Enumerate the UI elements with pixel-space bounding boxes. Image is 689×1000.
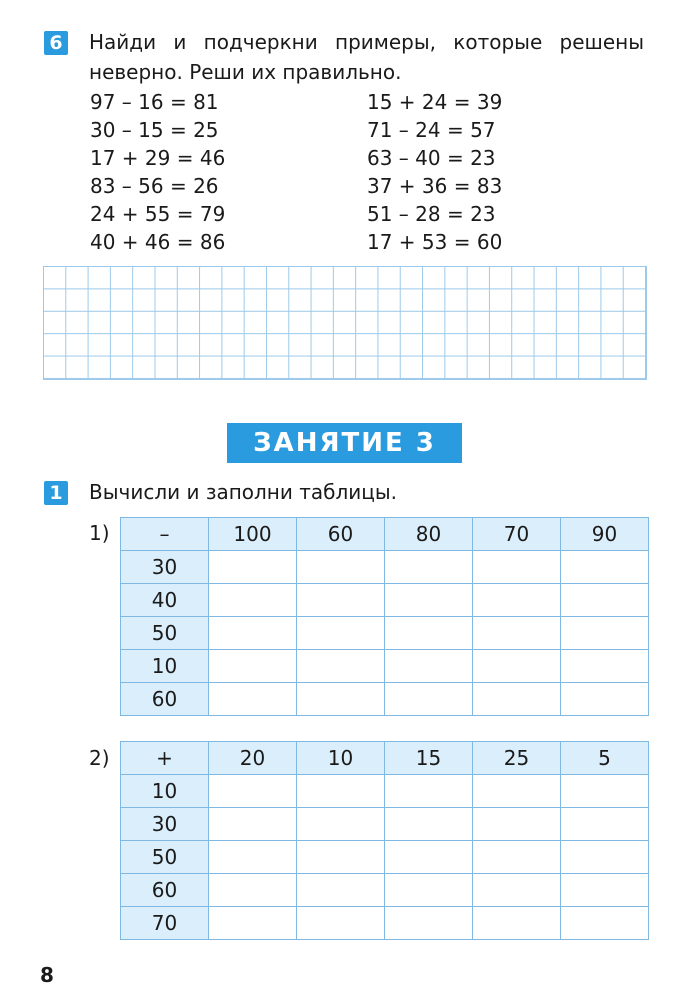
row-header: 50 xyxy=(121,841,209,874)
example-item[interactable]: 97 – 16 = 81 xyxy=(90,90,219,114)
operator-cell: – xyxy=(121,518,209,551)
answer-cell[interactable] xyxy=(209,808,297,841)
row-header: 10 xyxy=(121,775,209,808)
table-row xyxy=(121,584,649,617)
answer-cell[interactable] xyxy=(297,584,385,617)
answer-cell[interactable] xyxy=(473,775,561,808)
answer-cell[interactable] xyxy=(473,874,561,907)
answer-cell[interactable] xyxy=(297,907,385,940)
column-header: 20 xyxy=(209,742,297,775)
answer-cell[interactable] xyxy=(561,584,649,617)
table-row xyxy=(121,650,649,683)
answer-cell[interactable] xyxy=(297,775,385,808)
answer-cell[interactable] xyxy=(297,617,385,650)
answer-cell[interactable] xyxy=(385,683,473,716)
task-number-badge: 1 xyxy=(44,481,68,505)
answer-cell[interactable] xyxy=(385,617,473,650)
example-item[interactable]: 40 + 46 = 86 xyxy=(90,230,226,254)
table-row xyxy=(121,874,649,907)
row-header: 70 xyxy=(121,907,209,940)
table-row xyxy=(121,775,649,808)
example-item[interactable]: 51 – 28 = 23 xyxy=(367,202,496,226)
column-header: 25 xyxy=(473,742,561,775)
operator-cell: + xyxy=(121,742,209,775)
answer-cell[interactable] xyxy=(561,808,649,841)
answer-cell[interactable] xyxy=(209,650,297,683)
row-header: 30 xyxy=(121,808,209,841)
answer-cell[interactable] xyxy=(561,683,649,716)
answer-cell[interactable] xyxy=(209,874,297,907)
answer-cell[interactable] xyxy=(297,841,385,874)
answer-cell[interactable] xyxy=(473,683,561,716)
table-row xyxy=(121,841,649,874)
table-row xyxy=(121,808,649,841)
example-item[interactable]: 30 – 15 = 25 xyxy=(90,118,219,142)
subtraction-table xyxy=(120,517,649,716)
answer-cell[interactable] xyxy=(473,551,561,584)
table-row xyxy=(121,683,649,716)
answer-cell[interactable] xyxy=(473,617,561,650)
answer-cell[interactable] xyxy=(209,584,297,617)
example-item[interactable]: 17 + 53 = 60 xyxy=(367,230,503,254)
answer-grid[interactable] xyxy=(43,266,647,380)
answer-cell[interactable] xyxy=(385,841,473,874)
addition-table xyxy=(120,741,649,940)
answer-cell[interactable] xyxy=(209,551,297,584)
answer-cell[interactable] xyxy=(297,874,385,907)
answer-cell[interactable] xyxy=(209,841,297,874)
example-item[interactable]: 15 + 24 = 39 xyxy=(367,90,503,114)
example-item[interactable]: 17 + 29 = 46 xyxy=(90,146,226,170)
answer-cell[interactable] xyxy=(297,650,385,683)
page-number: 8 xyxy=(40,963,54,987)
table-row xyxy=(121,551,649,584)
answer-cell[interactable] xyxy=(385,775,473,808)
table-row xyxy=(121,907,649,940)
row-header: 40 xyxy=(121,584,209,617)
row-header: 30 xyxy=(121,551,209,584)
example-item[interactable]: 37 + 36 = 83 xyxy=(367,174,503,198)
answer-cell[interactable] xyxy=(561,874,649,907)
example-item[interactable]: 83 – 56 = 26 xyxy=(90,174,219,198)
answer-cell[interactable] xyxy=(385,874,473,907)
row-header: 60 xyxy=(121,683,209,716)
task-instruction: Найди и подчеркни примеры, которые решены неверно. Реши их правильно. xyxy=(89,30,644,84)
task-instruction: Вычисли и заполни таблицы. xyxy=(89,480,398,504)
answer-cell[interactable] xyxy=(561,617,649,650)
answer-cell[interactable] xyxy=(297,808,385,841)
lesson-title-banner: ЗАНЯТИЕ 3 xyxy=(227,423,462,463)
table-row xyxy=(121,617,649,650)
answer-cell[interactable] xyxy=(385,584,473,617)
column-header: 10 xyxy=(297,742,385,775)
table-label: 2) xyxy=(89,746,110,770)
answer-cell[interactable] xyxy=(209,617,297,650)
answer-cell[interactable] xyxy=(561,551,649,584)
example-item[interactable]: 71 – 24 = 57 xyxy=(367,118,496,142)
answer-cell[interactable] xyxy=(385,907,473,940)
row-header: 60 xyxy=(121,874,209,907)
row-header: 10 xyxy=(121,650,209,683)
answer-cell[interactable] xyxy=(561,650,649,683)
column-header: 5 xyxy=(561,742,649,775)
task-number-badge: 6 xyxy=(44,31,68,55)
answer-cell[interactable] xyxy=(473,841,561,874)
answer-cell[interactable] xyxy=(209,683,297,716)
answer-cell[interactable] xyxy=(561,841,649,874)
column-header: 80 xyxy=(385,518,473,551)
table-header-row xyxy=(121,742,649,775)
answer-cell[interactable] xyxy=(297,683,385,716)
column-header: 100 xyxy=(209,518,297,551)
answer-cell[interactable] xyxy=(561,907,649,940)
answer-cell[interactable] xyxy=(561,775,649,808)
answer-cell[interactable] xyxy=(385,808,473,841)
answer-cell[interactable] xyxy=(473,907,561,940)
column-header: 60 xyxy=(297,518,385,551)
table-label: 1) xyxy=(89,521,110,545)
answer-cell[interactable] xyxy=(473,808,561,841)
answer-cell[interactable] xyxy=(385,551,473,584)
answer-cell[interactable] xyxy=(385,650,473,683)
example-item[interactable]: 63 – 40 = 23 xyxy=(367,146,496,170)
answer-cell[interactable] xyxy=(297,551,385,584)
row-header: 50 xyxy=(121,617,209,650)
column-header: 15 xyxy=(385,742,473,775)
example-item[interactable]: 24 + 55 = 79 xyxy=(90,202,226,226)
answer-cell[interactable] xyxy=(473,584,561,617)
table-header-row xyxy=(121,518,649,551)
answer-cell[interactable] xyxy=(209,775,297,808)
answer-cell[interactable] xyxy=(473,650,561,683)
column-header: 70 xyxy=(473,518,561,551)
answer-cell[interactable] xyxy=(209,907,297,940)
column-header: 90 xyxy=(561,518,649,551)
